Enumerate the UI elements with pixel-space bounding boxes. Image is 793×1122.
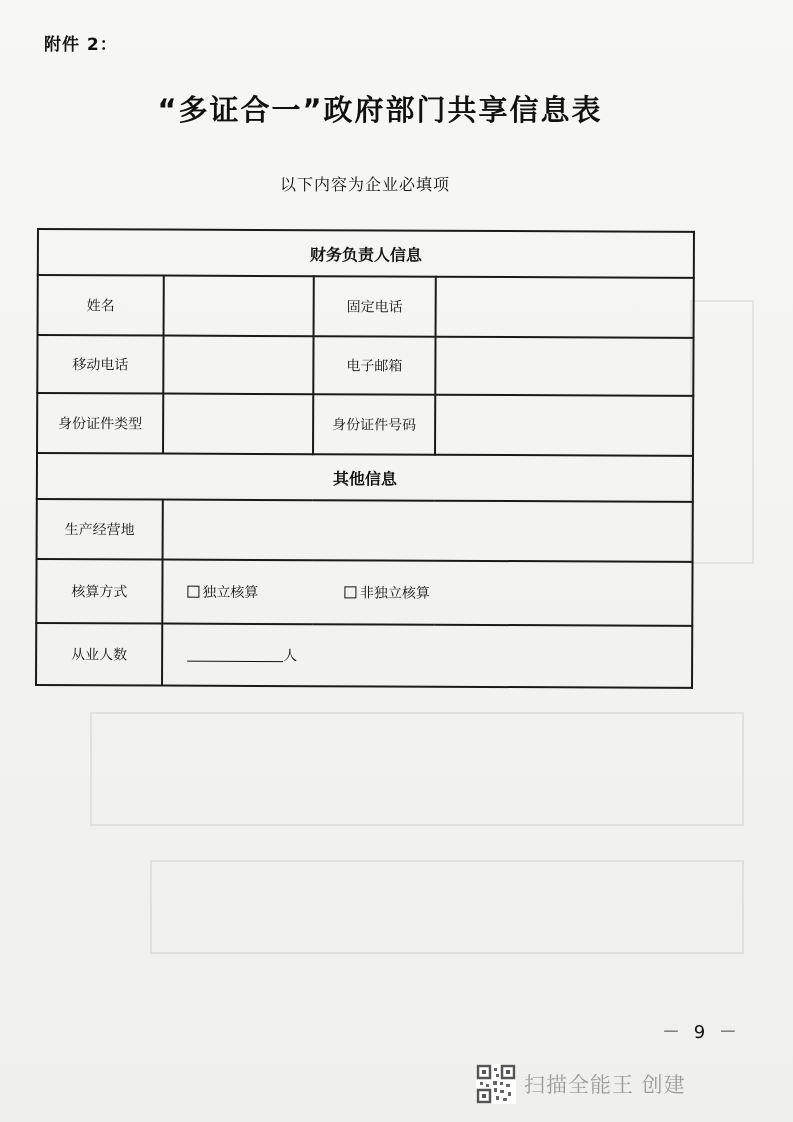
email-field[interactable] (435, 337, 693, 396)
document-title: “多证合一”政府部门共享信息表 (157, 93, 603, 127)
bleed-through-box-2 (150, 860, 744, 954)
address-label: 生产经营地 (37, 499, 163, 560)
section-header-row (37, 453, 693, 502)
name-label: 姓名 (38, 275, 164, 336)
landline-label: 固定电话 (314, 276, 436, 337)
bleed-through-box-3 (690, 300, 754, 564)
id-type-label: 身份证件类型 (37, 393, 163, 454)
mobile-label: 移动电话 (37, 335, 163, 394)
address-field[interactable] (163, 500, 693, 562)
non-independent-accounting-option[interactable] (345, 582, 430, 602)
table-row (37, 499, 693, 562)
page-number: － 9 － (662, 1022, 741, 1043)
email-label: 电子邮箱 (313, 336, 435, 395)
id-number-field[interactable] (435, 395, 693, 456)
table-row (36, 559, 692, 626)
independent-accounting-label: 独立核算 (202, 584, 259, 601)
checkbox-icon[interactable] (345, 586, 357, 598)
id-number-label: 身份证件号码 (313, 394, 435, 455)
employees-cell (162, 624, 692, 688)
employees-label: 从业人数 (36, 623, 162, 686)
section-title-other: 其他信息 (37, 453, 693, 502)
section-header-row (38, 229, 694, 278)
employees-unit: 人 (283, 648, 298, 665)
id-type-field[interactable] (163, 394, 313, 455)
independent-accounting-option[interactable] (187, 582, 258, 602)
section-title-finance: 财务负责人信息 (38, 229, 694, 278)
checkbox-icon[interactable] (187, 586, 199, 598)
non-independent-accounting-label: 非独立核算 (359, 585, 430, 602)
name-field[interactable] (164, 276, 314, 337)
mobile-field[interactable] (163, 336, 313, 395)
accounting-label: 核算方式 (36, 559, 162, 624)
qr-code-icon (476, 1064, 516, 1104)
table-row (38, 275, 694, 338)
bleed-through-box-1 (90, 712, 744, 826)
scanner-watermark (476, 1062, 686, 1106)
landline-field[interactable] (436, 277, 694, 338)
table-row (36, 623, 692, 688)
employees-count-field[interactable] (187, 647, 283, 662)
table-row (37, 393, 693, 456)
shared-info-table (35, 228, 695, 689)
watermark-text: 扫描全能王 创建 (524, 1073, 686, 1097)
accounting-options (162, 560, 692, 626)
document-subtitle: 以下内容为企业必填项 (279, 175, 450, 194)
table-row (37, 335, 693, 396)
attachment-label: 附件 2： (44, 35, 118, 55)
